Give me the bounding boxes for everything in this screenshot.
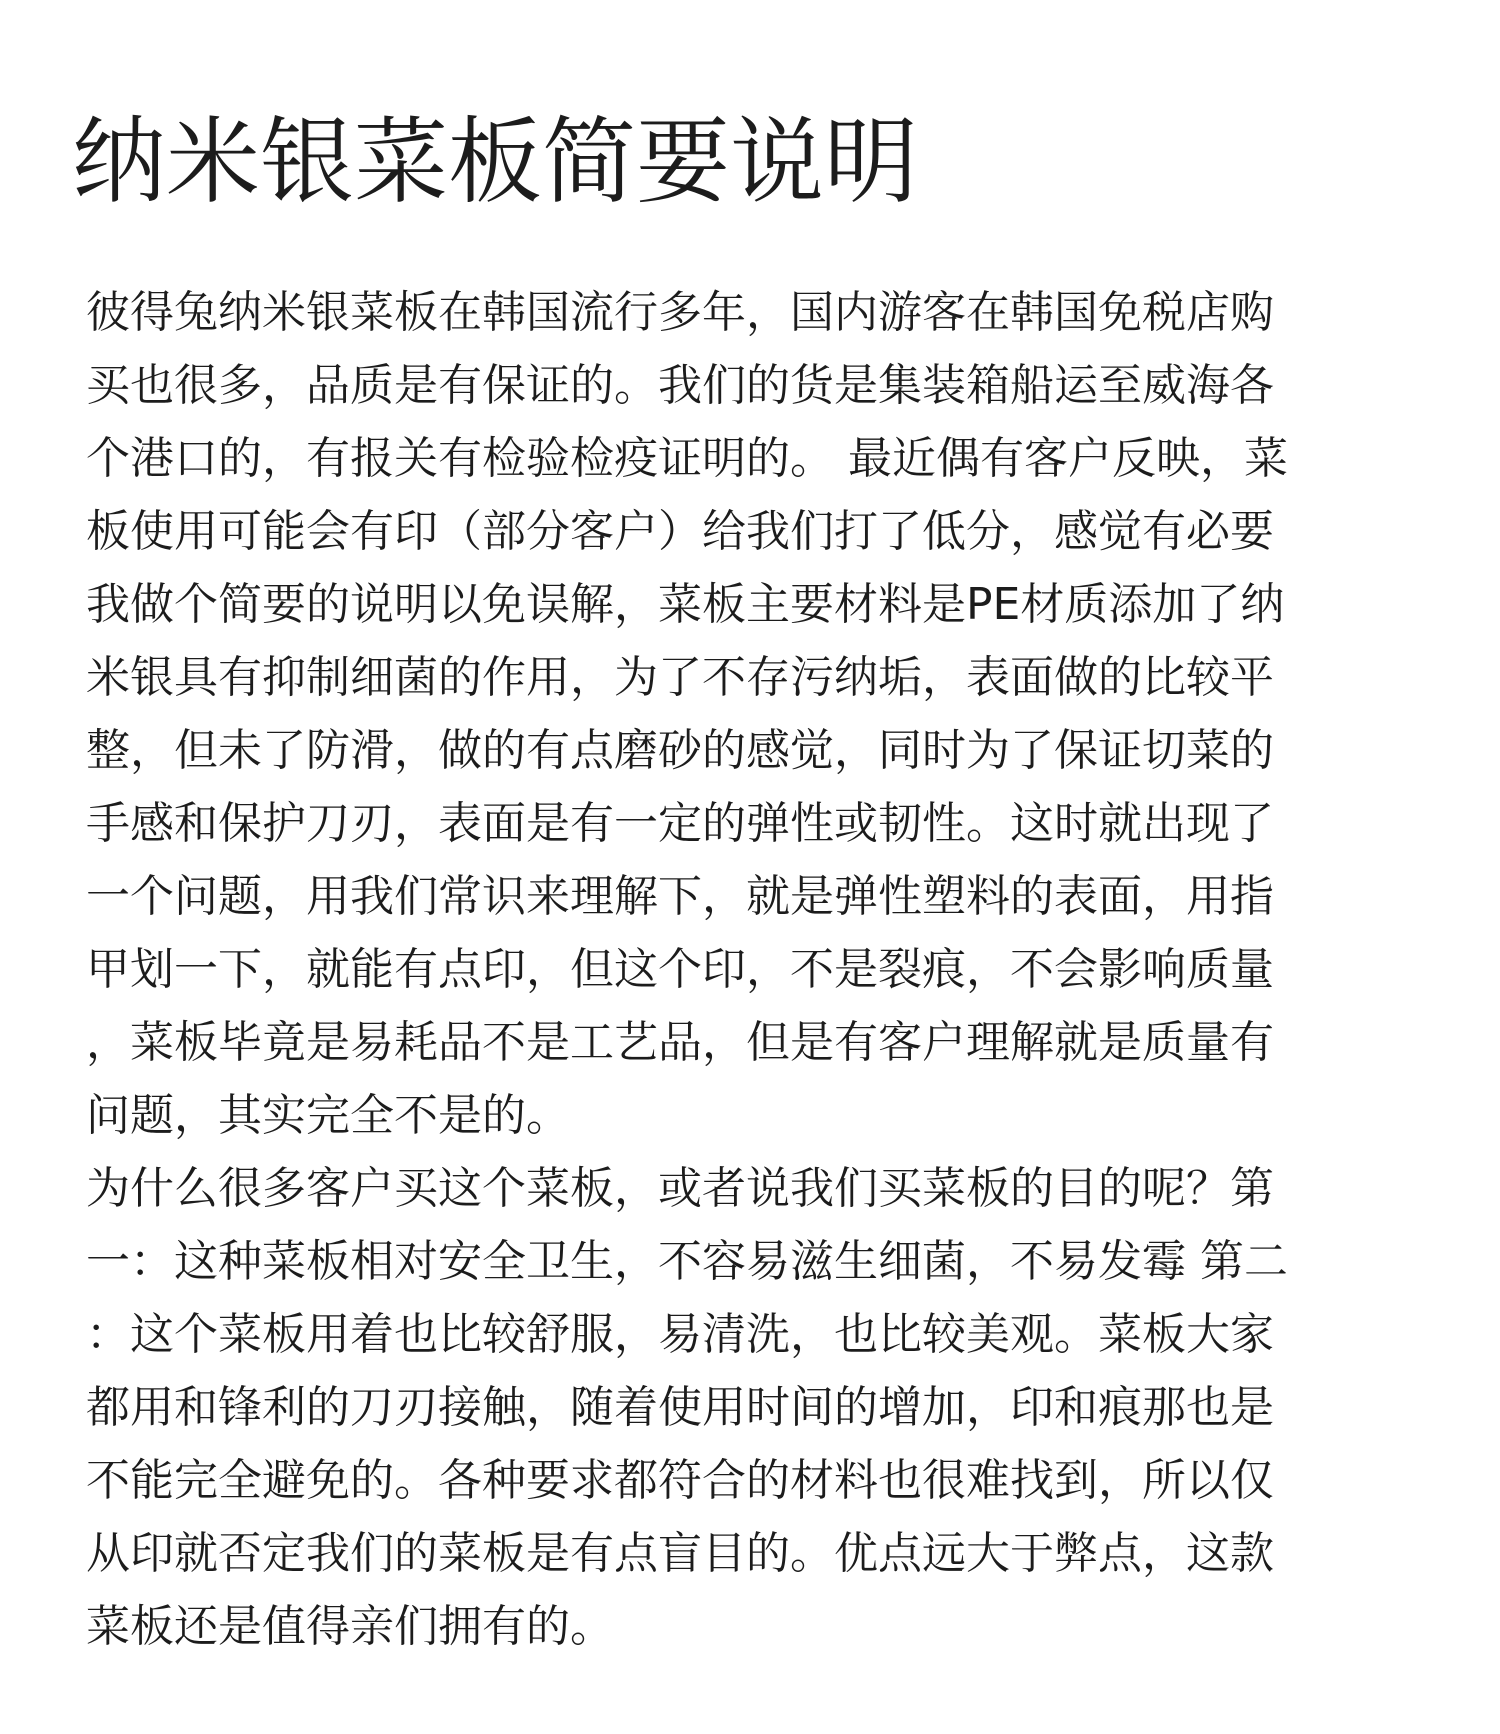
body-line: 手感和保护刀刃，表面是有一定的弹性或韧性。这时就出现了: [86, 798, 1274, 849]
body-line: 个港口的，有报关有检验检疫证明的。 最近偶有客户反映，菜: [86, 433, 1288, 484]
body-line: 甲划一下，就能有点印，但这个印，不是裂痕，不会影响质量: [86, 944, 1274, 995]
body-line: 板使用可能会有印（部分客户）给我们打了低分，感觉有必要: [86, 506, 1274, 557]
body-line: 不能完全避免的。各种要求都符合的材料也很难找到，所以仅: [86, 1455, 1274, 1506]
body-line: 都用和锋利的刀刃接触，随着使用时间的增加，印和痕那也是: [86, 1382, 1274, 1433]
body-line: 一个问题，用我们常识来理解下，就是弹性塑料的表面，用指: [86, 871, 1274, 922]
body-line: ：这个菜板用着也比较舒服，易清洗，也比较美观。菜板大家: [86, 1309, 1274, 1360]
body-line: 我做个简要的说明以免误解，菜板主要材料是PE材质添加了纳: [86, 579, 1285, 630]
body-line: 买也很多，品质是有保证的。我们的货是集装箱船运至威海各: [86, 360, 1274, 411]
body-line: 从印就否定我们的菜板是有点盲目的。优点远大于弊点，这款: [86, 1528, 1274, 1579]
body-line: ，菜板毕竟是易耗品不是工艺品，但是有客户理解就是质量有: [86, 1017, 1274, 1068]
body-line: 菜板还是值得亲们拥有的。: [86, 1601, 614, 1652]
body-line: 整，但未了防滑，做的有点磨砂的感觉，同时为了保证切菜的: [86, 725, 1274, 776]
body-line: 问题，其实完全不是的。: [86, 1090, 570, 1141]
body-line: 一：这种菜板相对安全卫生，不容易滋生细菌，不易发霉 第二: [86, 1236, 1288, 1287]
body-line: 为什么很多客户买这个菜板，或者说我们买菜板的目的呢？第: [86, 1163, 1274, 1214]
body-line: 米银具有抑制细菌的作用，为了不存污纳垢，表面做的比较平: [86, 652, 1274, 703]
document-body: [86, 276, 1426, 1663]
body-line: 彼得兔纳米银菜板在韩国流行多年，国内游客在韩国免税店购: [86, 287, 1274, 338]
document-title: 纳米银菜板简要说明: [72, 108, 919, 217]
